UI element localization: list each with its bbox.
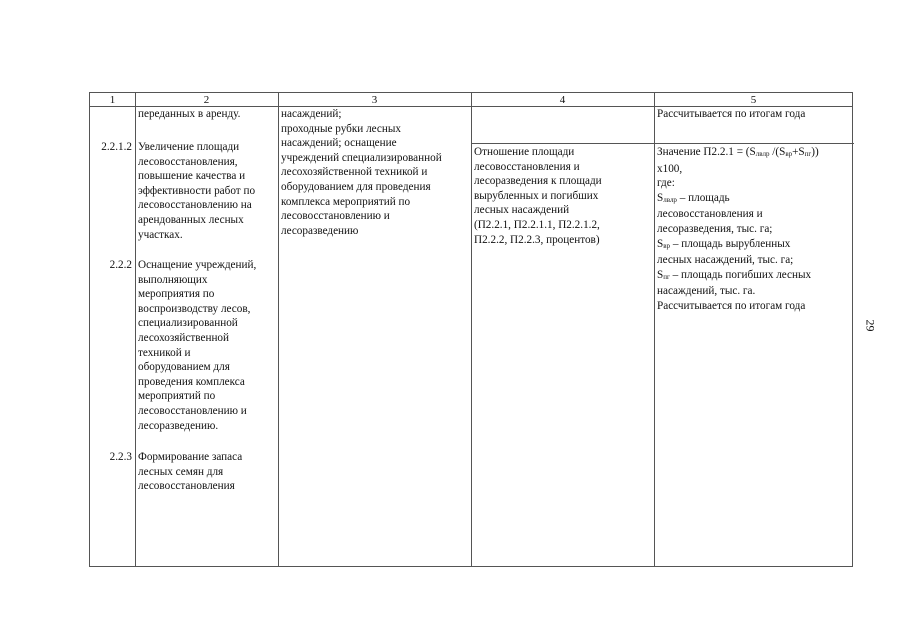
header-cell-4: 4	[559, 94, 566, 106]
row-number: 2.2.1.2	[101, 141, 132, 153]
cell-col2	[138, 450, 242, 494]
cell-col4	[474, 145, 602, 247]
cell-line: специализированной	[138, 317, 238, 330]
cell-line: насаждений;	[281, 108, 342, 120]
variable-line	[657, 237, 819, 254]
page-number: 29	[863, 319, 878, 332]
cell-col3	[281, 107, 442, 238]
cell-col2	[138, 258, 256, 433]
cell-line: где:	[657, 177, 675, 190]
variable-line	[657, 268, 819, 285]
cell-line: комплекса мероприятий по	[281, 195, 411, 208]
cell-line: х100,	[657, 162, 683, 175]
cell-col5	[657, 145, 819, 314]
row-number: 2.2.2	[109, 259, 132, 271]
column-divider	[471, 93, 472, 566]
var-letter: S	[657, 237, 664, 250]
cell-line: лесовосстановлению и	[281, 210, 390, 223]
cell-line: насаждений, тыс. га.	[657, 285, 756, 298]
cell-line: лесовосстановления и	[657, 208, 763, 221]
cell-line: проходные рубки лесных	[281, 122, 401, 135]
cell-line: эффективности работ по	[138, 184, 256, 197]
cell-col2	[138, 140, 255, 242]
cell-line: лесовосстановлению и	[138, 404, 247, 417]
column-divider	[278, 93, 279, 566]
formula-text: Значение П2.2.1 = (S	[657, 146, 756, 158]
cell-line: мероприятия по	[138, 288, 215, 301]
cell-line: лесных насаждений	[474, 204, 570, 217]
variable-line	[657, 191, 819, 208]
formula-sub: вр	[785, 150, 793, 158]
cell-line: Рассчитывается по итогам года	[657, 299, 806, 312]
cell-line: лесоразведению	[281, 224, 359, 237]
formula-text: +S	[792, 146, 805, 158]
var-text: – площадь	[676, 191, 730, 204]
cell-line: лесохозяйственной техникой и	[281, 166, 428, 179]
var-text: – площадь вырубленных	[670, 237, 791, 250]
cell-line: участках.	[138, 228, 183, 241]
cell-line: проведения комплекса	[138, 375, 245, 388]
cell-line: лесовосстановлению на	[138, 199, 252, 212]
cell-line: Формирование запаса	[138, 451, 243, 463]
column-divider	[135, 93, 136, 566]
cell-text: переданных в аренду.	[138, 108, 241, 120]
cell-line: лесоразведения, тыс. га;	[657, 222, 773, 235]
cell-line: П2.2.2, П2.2.3, процентов)	[474, 233, 600, 246]
formula-sub: лвлр	[755, 150, 770, 158]
formula-text: /(S	[769, 146, 786, 158]
cell-line: лесных насаждений, тыс. га;	[657, 254, 794, 267]
cell-line: оборудованием для проведения	[281, 180, 431, 193]
cell-line: Отношение площади	[474, 146, 575, 158]
cell-line: лесовосстановления	[138, 480, 235, 493]
var-sub: пг	[663, 272, 670, 281]
cell-line: оборудованием для	[138, 361, 230, 374]
column-divider	[654, 93, 655, 566]
cell-line: лесовосстановления и	[474, 160, 580, 173]
cell-line: лесоразведения к площади	[474, 175, 602, 188]
cell-text: Рассчитывается по итогам года	[657, 108, 806, 120]
cell-line: насаждений; оснащение	[281, 137, 397, 150]
cell-line: арендованных лесных	[138, 213, 244, 226]
cell-line: учреждений специализированной	[281, 151, 442, 164]
var-text: – площадь погибших лесных	[669, 268, 812, 281]
row-divider	[471, 143, 854, 144]
var-letter: S	[657, 268, 664, 281]
cell-line: лесовосстановления,	[138, 155, 238, 168]
var-letter: S	[657, 191, 664, 204]
cell-line: (П2.2.1, П2.2.1.1, П2.2.1.2,	[474, 218, 600, 231]
formula-sub: пг	[804, 150, 812, 158]
cell-line: Оснащение учреждений,	[138, 259, 257, 271]
var-sub: вр	[663, 241, 671, 250]
var-sub: лвлр	[663, 195, 677, 204]
cell-line: лесоразведению.	[138, 419, 219, 432]
row-number: 2.2.3	[109, 451, 132, 463]
formula-line	[657, 145, 819, 162]
cell-line: техникой и	[138, 346, 191, 359]
cell-line: воспроизводству лесов,	[138, 302, 251, 315]
cell-line: вырубленных и погибших	[474, 189, 599, 202]
cell-line: лесохозяйственной	[138, 331, 230, 344]
cell-line: Увеличение площади	[138, 141, 240, 153]
header-cell-3: 3	[371, 94, 378, 106]
header-cell-2: 2	[203, 94, 210, 106]
header-cell-5: 5	[750, 94, 757, 106]
header-cell-1: 1	[109, 94, 116, 106]
cell-line: мероприятий по	[138, 390, 216, 403]
document-table	[89, 92, 853, 567]
cell-line: лесных семян для	[138, 465, 224, 478]
formula-text: ))	[811, 146, 819, 158]
cell-line: повышение качества и	[138, 170, 246, 183]
cell-line: выполняющих	[138, 273, 208, 286]
